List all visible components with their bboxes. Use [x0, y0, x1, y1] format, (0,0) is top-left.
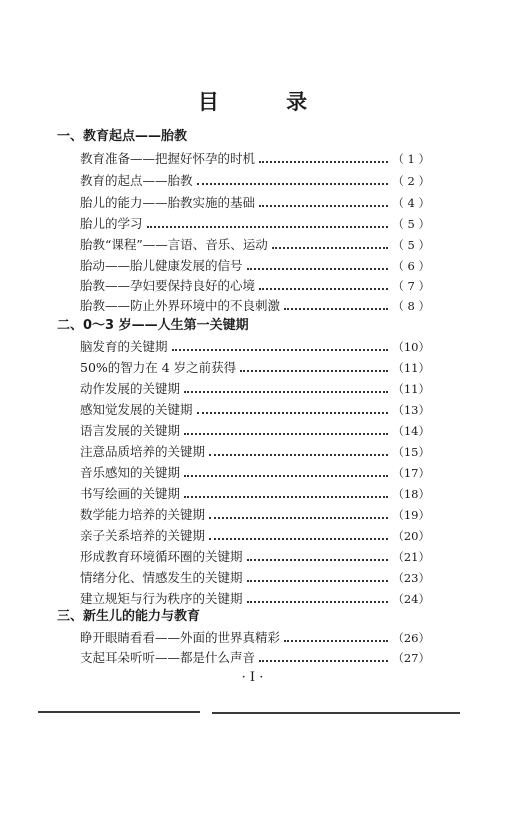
dot-leader: [247, 580, 389, 582]
toc-entry[interactable]: [80, 528, 430, 544]
toc-entry-page: （ 1 ）: [392, 152, 430, 166]
toc-entry-title: 支起耳朵听听——都是什么声音: [80, 650, 256, 665]
toc-entry-title: 教育的起点——胎教: [80, 173, 193, 188]
section-heading-1: 一、教育起点——胎教: [57, 129, 188, 144]
toc-entry[interactable]: [80, 173, 430, 189]
dot-leader: [197, 183, 389, 185]
toc-entry-title: 注意品质培养的关键期: [80, 444, 206, 459]
dot-leader: [209, 538, 388, 540]
toc-entry[interactable]: [80, 423, 430, 439]
toc-entry[interactable]: [80, 278, 430, 294]
toc-entry[interactable]: [80, 298, 430, 314]
toc-entry[interactable]: [80, 402, 430, 418]
toc-entry-title: 感知觉发展的关键期: [80, 402, 193, 417]
dot-leader: [247, 268, 389, 270]
toc-entry-page: （17）: [392, 466, 430, 480]
toc-entry-page: （14）: [392, 424, 430, 438]
dot-leader: [284, 308, 388, 310]
toc-entry[interactable]: [80, 570, 430, 586]
toc-entry-page: （10）: [392, 340, 430, 354]
toc-entry-title: 胎教——孕妇要保持良好的心境: [80, 278, 256, 293]
toc-entry[interactable]: [80, 465, 430, 481]
toc-entry-page: （ 4 ）: [392, 196, 430, 210]
toc-entry-page: （21）: [392, 550, 430, 564]
page-title: 目 录: [197, 90, 338, 114]
toc-entry-page: （20）: [392, 529, 430, 543]
toc-entry-page: （19）: [392, 508, 430, 522]
toc-entry-page: （23）: [392, 571, 430, 585]
dot-leader: [259, 288, 388, 290]
dot-leader: [284, 640, 388, 642]
toc-entry[interactable]: [80, 216, 430, 232]
toc-entry[interactable]: [80, 650, 430, 666]
footer-rule-left: [38, 711, 200, 713]
toc-entry[interactable]: [80, 381, 430, 397]
toc-entry-title: 亲子关系培养的关键期: [80, 528, 206, 543]
toc-entry-page: （ 5 ）: [392, 217, 430, 231]
toc-entry-title: 音乐感知的关键期: [80, 465, 181, 480]
toc-entry-title: 脑发育的关键期: [80, 339, 168, 354]
dot-leader: [209, 454, 388, 456]
toc-entry-page: （15）: [392, 445, 430, 459]
toc-entry[interactable]: [80, 486, 430, 502]
toc-entry[interactable]: [80, 339, 430, 355]
toc-entry-title: 胎儿的能力——胎教实施的基础: [80, 195, 256, 210]
toc-entry-page: （11）: [392, 382, 430, 396]
toc-entry-title: 形成教育环境循环圈的关键期: [80, 549, 243, 564]
toc-entry-title: 睁开眼睛看看——外面的世界真精彩: [80, 630, 281, 645]
toc-entry[interactable]: [80, 507, 430, 523]
footer-rule-right: [212, 712, 460, 714]
toc-entry-page: （11）: [392, 361, 430, 375]
section-heading-2: 二、0～3 岁——人生第一关键期: [57, 318, 249, 333]
toc-entry-page: （ 7 ）: [392, 279, 430, 293]
toc-entry-title: 建立规矩与行为秩序的关键期: [80, 591, 243, 606]
toc-entry-title: 胎儿的学习: [80, 216, 143, 231]
toc-entry-page: （18）: [392, 487, 430, 501]
toc-entry-title: 书写绘画的关键期: [80, 486, 181, 501]
toc-entry-page: （ 8 ）: [392, 299, 430, 313]
dot-leader: [247, 601, 389, 603]
dot-leader: [240, 370, 388, 372]
toc-entry-page: （13）: [392, 403, 430, 417]
dot-leader: [259, 161, 388, 163]
toc-entry-page: （26）: [392, 631, 430, 645]
dot-leader: [184, 496, 388, 498]
toc-entry[interactable]: [80, 591, 430, 607]
toc-entry-page: （24）: [392, 592, 430, 606]
dot-leader: [184, 391, 388, 393]
dot-leader: [259, 660, 388, 662]
toc-entry-title: 胎动——胎儿健康发展的信号: [80, 258, 243, 273]
toc-entry-page: （27）: [392, 651, 430, 665]
toc-entry[interactable]: [80, 630, 430, 646]
toc-entry[interactable]: [80, 237, 430, 253]
dot-leader: [197, 412, 389, 414]
toc-entry-page: （ 5 ）: [392, 238, 430, 252]
toc-entry[interactable]: [80, 258, 430, 274]
dot-leader: [184, 475, 388, 477]
page-number: · I ·: [241, 670, 264, 685]
toc-entry-page: （ 6 ）: [392, 259, 430, 273]
toc-entry[interactable]: [80, 360, 430, 376]
toc-entry[interactable]: [80, 444, 430, 460]
toc-entry-title: 胎教“课程”——言语、音乐、运动: [80, 237, 268, 252]
toc-entry-title: 胎教——防止外界环境中的不良刺激: [80, 298, 281, 313]
toc-entry[interactable]: [80, 195, 430, 211]
dot-leader: [147, 226, 389, 228]
dot-leader: [247, 559, 389, 561]
dot-leader: [259, 205, 388, 207]
toc-entry-title: 语言发展的关键期: [80, 423, 181, 438]
toc-entry-title: 动作发展的关键期: [80, 381, 181, 396]
dot-leader: [172, 349, 389, 351]
toc-entry[interactable]: [80, 151, 430, 167]
dot-leader: [272, 247, 389, 249]
toc-entry-title: 教育准备——把握好怀孕的时机: [80, 151, 256, 166]
dot-leader: [184, 433, 388, 435]
toc-entry-page: （ 2 ）: [392, 174, 430, 188]
toc-entry-title: 情绪分化、情感发生的关键期: [80, 570, 243, 585]
dot-leader: [209, 517, 388, 519]
toc-entry-title: 数学能力培养的关键期: [80, 507, 206, 522]
toc-entry-title: 50%的智力在 4 岁之前获得: [80, 360, 237, 375]
section-heading-3: 三、新生儿的能力与教育: [57, 609, 201, 624]
toc-entry[interactable]: [80, 549, 430, 565]
